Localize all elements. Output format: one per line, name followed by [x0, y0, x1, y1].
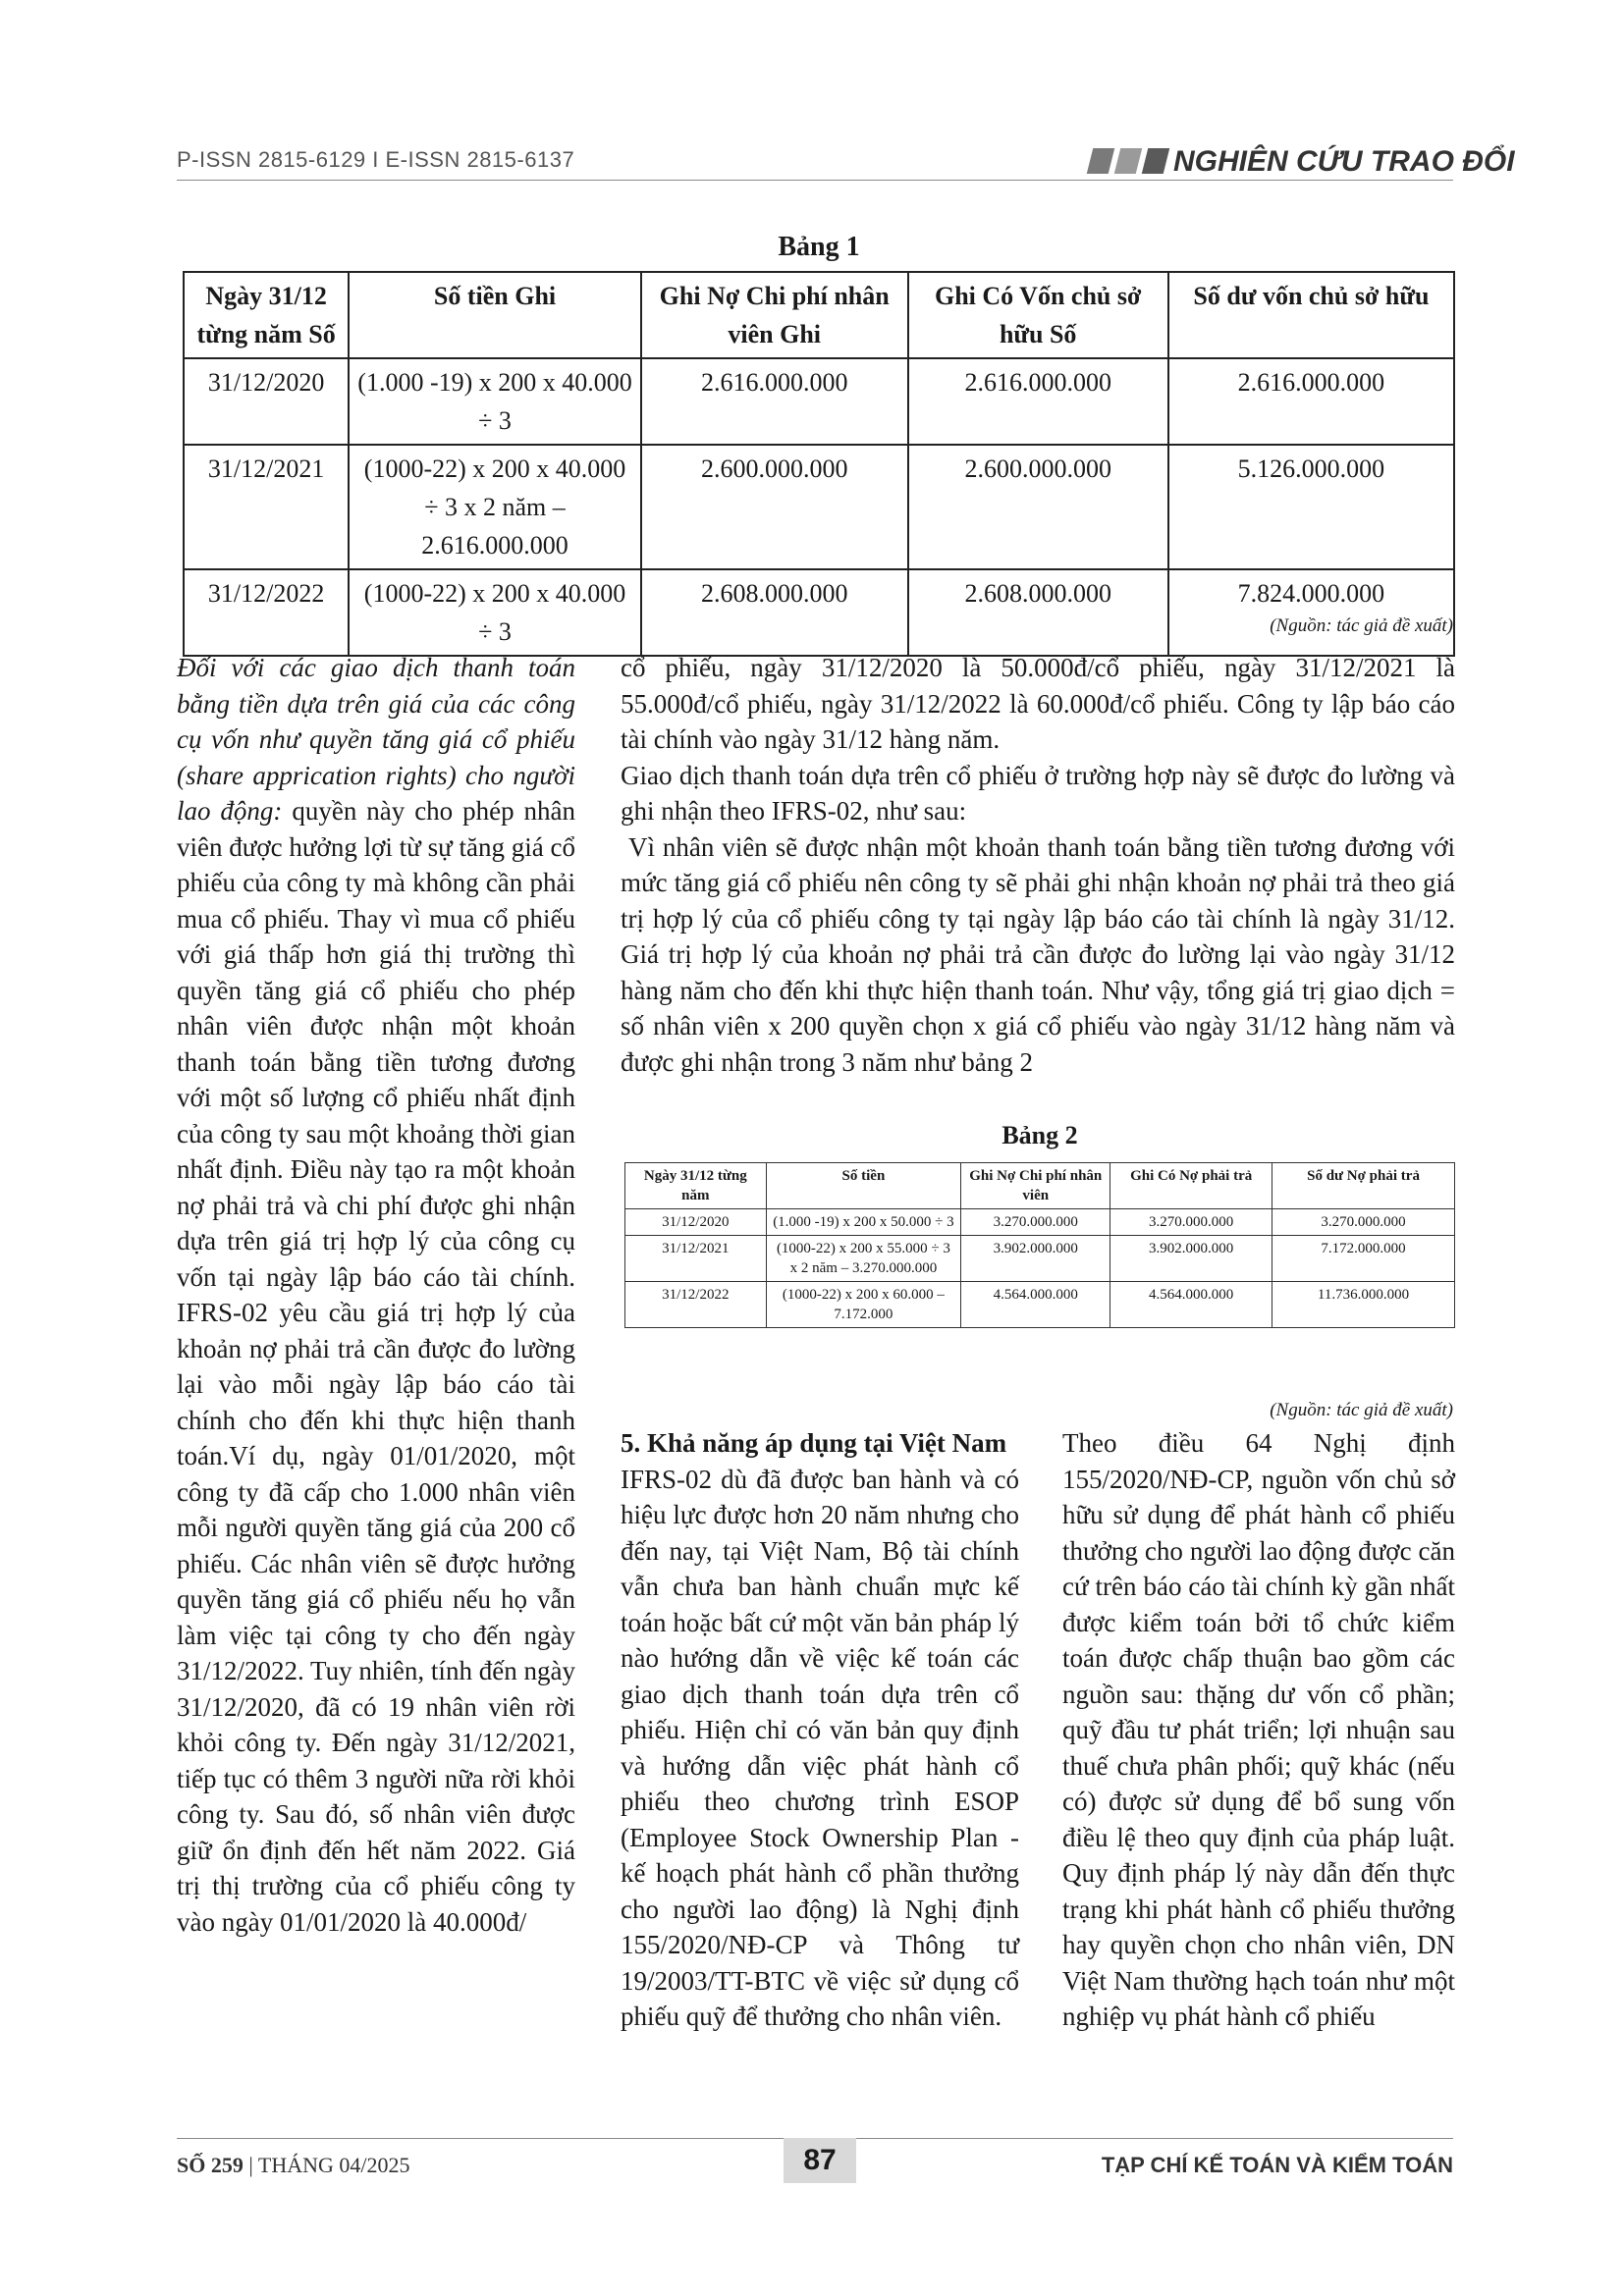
table-row — [184, 445, 1454, 569]
table2-cell: 4.564.000.000 — [961, 1282, 1110, 1328]
middle-column — [621, 1425, 1019, 2035]
left-column — [177, 650, 575, 1940]
right-column — [1062, 1425, 1455, 2035]
table1-cell: 2.616.000.000 — [641, 358, 908, 445]
table2-cell: (1000-22) x 200 x 55.000 ÷ 3 x 2 năm – 3.270.000.000 — [766, 1236, 961, 1282]
table1-cell: 2.616.000.000 — [908, 358, 1168, 445]
table2-caption: Bảng 2 — [1001, 1121, 1078, 1149]
table1-header: Số dư vốn chủ sở hữu — [1168, 272, 1454, 358]
table2-header: Số tiền — [766, 1163, 961, 1209]
paragraph: Giao dịch thanh toán dựa trên cổ phiếu ở trường hợp này sẽ được đo lường và ghi nhận theo IFRS-02, như sau: — [621, 760, 1455, 826]
table1-header: Ghi Có Vốn chủ sở hữu Số — [908, 272, 1168, 358]
table1-cell: (1000-22) x 200 x 40.000 ÷ 3 x 2 năm – 2.616.000.000 — [349, 445, 641, 569]
table1 — [183, 271, 1455, 657]
table2-header: Ghi Nợ Chi phí nhân viên — [961, 1163, 1110, 1209]
table2-cell: (1000-22) x 200 x 60.000 – 7.172.000 — [766, 1282, 961, 1328]
table2-header: Ngày 31/12 từng năm — [625, 1163, 767, 1209]
issn-line: P-ISSN 2815-6129 I E-ISSN 2815-6137 — [177, 147, 575, 172]
section-mark-icon — [1090, 148, 1166, 174]
table2-cell: 3.902.000.000 — [961, 1236, 1110, 1282]
table-row — [625, 1236, 1455, 1282]
paragraph: Theo điều 64 Nghị định 155/2020/NĐ-CP, nguồn vốn chủ sở hữu sử dụng để phát hành cổ phiếu thưởng cho người lao động được căn cứ trên báo cáo tài chính kỳ gần nhất được kiểm toán bởi tổ chức kiểm toán được chấp thuận bao gồm các nguồn sau: thặng dư vốn cổ phần; quỹ đầu tư phát triển; lợi nhuận sau thuế chưa phân phối; quỹ khác (nếu có) được sử dụng để bổ sung vốn điều lệ theo quy định của pháp luật. Quy định pháp lý này dẫn đến thực trạng khi phát hành cổ phiếu thưởng hay quyền chọn cho nhân viên, DN Việt Nam thường hạch toán như một nghiệp vụ phát hành cổ phiếu — [1062, 1428, 1455, 2031]
table2-cell: 3.270.000.000 — [961, 1209, 1110, 1236]
table1-header: Ngày 31/12 từng năm Số — [184, 272, 349, 358]
table2-cell: 7.172.000.000 — [1272, 1236, 1455, 1282]
table-row — [625, 1282, 1455, 1328]
paragraph: IFRS-02 dù đã được ban hành và có hiệu lực được hơn 20 năm nhưng cho đến nay, tại Việt Nam, Bộ tài chính vẫn chưa ban hành chuẩn mực kế toán hoặc bất cứ một văn bản pháp lý nào hướng dẫn về việc kế toán các giao dịch thanh toán dựa trên cổ phiếu. Hiện chỉ có văn bản quy định và hướng dẫn việc phát hành cổ phiếu theo chương trình ESOP (Employee Stock Ownership Plan - kế hoạch phát hành cổ phần thưởng cho người lao động) là Nghị định 155/2020/NĐ-CP và Thông tư 19/2003/TT-BTC về việc sử dụng cổ phiếu quỹ để thưởng cho nhân viên. — [621, 1464, 1019, 2031]
table2-cell: 31/12/2022 — [625, 1282, 767, 1328]
issue-number: SỐ 259 — [177, 2153, 244, 2177]
issue-month: THÁNG 04/2025 — [257, 2153, 410, 2177]
table1-cell: 31/12/2022 — [184, 569, 349, 656]
table2-header: Số dư Nợ phải trả — [1272, 1163, 1455, 1209]
table1-cell: 7.824.000.000 — [1168, 569, 1454, 656]
paragraph: Vì nhân viên sẽ được nhận một khoản thanh toán bằng tiền tương đương với mức tăng giá cổ phiếu nên công ty sẽ phải ghi nhận khoản nợ phải trả theo giá trị hợp lý của cổ phiếu công ty tại ngày lập báo cáo tài chính là ngày 31/12. Giá trị hợp lý của khoản nợ phải trả cần được đo lường lại vào ngày 31/12 hàng năm cho đến khi thực hiện thanh toán. Như vậy, tổng giá trị giao dịch = số nhân viên x 200 quyền chọn x giá cổ phiếu vào ngày 31/12 hàng năm và được ghi nhận trong 3 năm như bảng 2 — [621, 831, 1462, 1077]
table2-cell: 3.270.000.000 — [1110, 1209, 1272, 1236]
table1-cell: 2.616.000.000 — [1168, 358, 1454, 445]
table1-cell: 2.608.000.000 — [908, 569, 1168, 656]
table1-cell: (1000-22) x 200 x 40.000 ÷ 3 — [349, 569, 641, 656]
left-column-body: quyền này cho phép nhân viên được hưởng lợi từ sự tăng giá cổ phiếu của công ty mà không cần phải mua cổ phiếu. Thay vì mua cổ phiếu với giá thấp hơn giá thị trường thì quyền tăng giá cổ phiếu cho phép nhân viên được nhận một khoản thanh toán bằng tiền tương đương với một số lượng cổ phiếu nhất định của công ty sau một khoảng thời gian nhất định. Điều này tạo ra một khoản nợ phải trả và chi phí được ghi nhận dựa trên giá trị hợp lý của công cụ vốn tại ngày lập báo cáo tài chính. IFRS-02 yêu cầu giá trị hợp lý của khoản nợ phải trả cần được đo lường lại vào mỗi ngày lập báo cáo tài chính cho đến khi thực hiện thanh toán.Ví dụ, ngày 01/01/2020, một công ty đã cấp cho 1.000 nhân viên mỗi người quyền tăng giá của 200 cổ phiếu. Các nhân viên sẽ được hưởng quyền tăng giá cổ phiếu nếu họ vẫn làm việc tại công ty cho đến ngày 31/12/2022. Tuy nhiên, tính đến ngày 31/12/2020, đã có 19 nhân viên rời khỏi công ty. Đến ngày 31/12/2021, tiếp tục có thêm 3 người nữa rời khỏi công ty. Sau đó, số nhân viên được giữ ổn định đến hết năm 2022. Giá trị thị trường của cổ phiếu công ty vào ngày 01/01/2020 là 40.000đ/ — [177, 796, 576, 1937]
table1-cell: 31/12/2020 — [184, 358, 349, 445]
table2 — [624, 1162, 1455, 1328]
header-rule — [177, 180, 1453, 181]
table2-cell: 3.270.000.000 — [1272, 1209, 1455, 1236]
section-heading: 5. Khả năng áp dụng tại Việt Nam — [621, 1428, 1007, 1458]
left-column-intro: Đối với các giao dịch thanh toán bằng tiền dựa trên giá của các công cụ vốn như quyền tăng giá cổ phiếu (share apprication rights) cho người lao động: — [177, 653, 575, 826]
table2-header: Ghi Có Nợ phải trả — [1110, 1163, 1272, 1209]
table1-cell: 2.600.000.000 — [641, 445, 908, 569]
table1-cell: 31/12/2021 — [184, 445, 349, 569]
table2-cell: 11.736.000.000 — [1272, 1282, 1455, 1328]
section-title: NGHIÊN CỨU TRAO ĐỔI — [1173, 145, 1515, 178]
table1-header: Số tiền Ghi — [349, 272, 641, 358]
table1-cell: 5.126.000.000 — [1168, 445, 1454, 569]
right-top-block — [621, 650, 1462, 1080]
table1-cell: 2.608.000.000 — [641, 569, 908, 656]
table1-cell: (1.000 -19) x 200 x 40.000 ÷ 3 — [349, 358, 641, 445]
table1-source: (Nguồn: tác giả đề xuất) — [1270, 615, 1453, 636]
table2-cell: 3.902.000.000 — [1110, 1236, 1272, 1282]
journal-name: TẠP CHÍ KẾ TOÁN VÀ KIỂM TOÁN — [1101, 2153, 1453, 2177]
paragraph: cổ phiếu, ngày 31/12/2020 là 50.000đ/cổ phiếu, ngày 31/12/2021 là 55.000đ/cổ phiếu, ngày 31/12/2022 là 60.000đ/cổ phiếu. Công ty lập báo cáo tài chính vào ngày 31/12 hàng năm. — [621, 653, 1455, 754]
table2-source: (Nguồn: tác giả đề xuất) — [1270, 1400, 1453, 1420]
table-row — [625, 1209, 1455, 1236]
table2-cell: (1.000 -19) x 200 x 50.000 ÷ 3 — [766, 1209, 961, 1236]
table2-cell: 4.564.000.000 — [1110, 1282, 1272, 1328]
issue-info: SỐ 259 | THÁNG 04/2025 — [177, 2153, 410, 2177]
table2-cell: 31/12/2021 — [625, 1236, 767, 1282]
table2-cell: 31/12/2020 — [625, 1209, 767, 1236]
table-row — [184, 358, 1454, 445]
table1-header: Ghi Nợ Chi phí nhân viên Ghi — [641, 272, 908, 358]
table1-caption: Bảng 1 — [778, 232, 860, 262]
table-row — [184, 569, 1454, 656]
table1-cell: 2.600.000.000 — [908, 445, 1168, 569]
page-number: 87 — [784, 2138, 856, 2183]
